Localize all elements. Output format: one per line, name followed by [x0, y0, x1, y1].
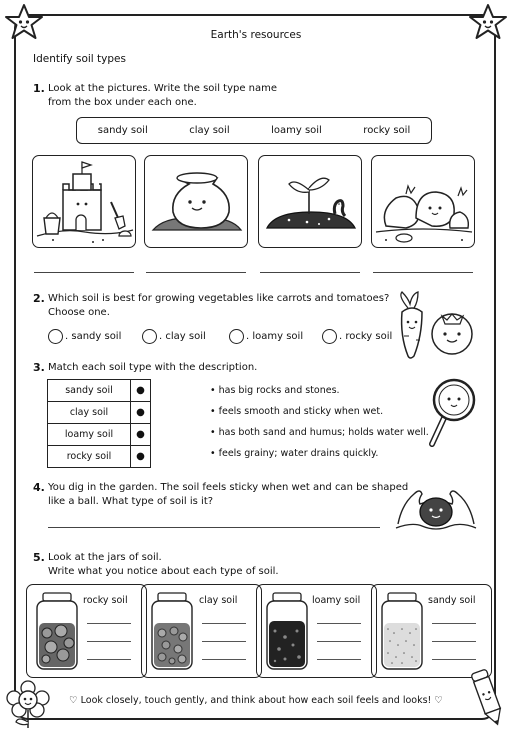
- section-subtitle: Identify soil types: [33, 53, 126, 65]
- loamy-soil-jar-icon: [263, 591, 311, 673]
- match-dot[interactable]: ●: [131, 424, 151, 446]
- question-5-text-line2: Write what you notice about each type of soil.: [48, 566, 279, 577]
- description-item[interactable]: • has both sand and humus; holds water well.: [210, 427, 429, 438]
- answer-line[interactable]: [432, 659, 476, 660]
- soil-cell: rocky soil: [48, 446, 131, 468]
- answer-line[interactable]: [48, 527, 380, 528]
- hands-clay-icon: [392, 474, 480, 536]
- jar-label: loamy soil: [312, 595, 361, 606]
- sprout-worm-picture: [258, 155, 362, 248]
- answer-line[interactable]: [146, 272, 246, 273]
- option-label: clay soil: [165, 331, 206, 342]
- jar-card-clay-soil: [141, 584, 262, 678]
- sandcastle-picture: [32, 155, 136, 248]
- answer-line[interactable]: [202, 659, 246, 660]
- question-4-number: 4.: [33, 481, 45, 494]
- option-clay-soil[interactable]: . clay soil: [142, 329, 206, 344]
- answer-line[interactable]: [317, 641, 361, 642]
- option-label: sandy soil: [71, 331, 122, 342]
- option-loamy-soil[interactable]: . loamy soil: [229, 329, 303, 344]
- clay-pot-picture: [144, 155, 248, 248]
- question-2-text-line2: Choose one.: [48, 307, 110, 318]
- answer-line[interactable]: [87, 641, 131, 642]
- option-label: loamy soil: [252, 331, 304, 342]
- word-box-item: rocky soil: [363, 125, 411, 136]
- table-row: [48, 380, 151, 402]
- answer-line[interactable]: [87, 659, 131, 660]
- jar-label: clay soil: [199, 595, 238, 606]
- jar-card-sandy-soil: [371, 584, 492, 678]
- page-title: Earth's resources: [210, 29, 302, 41]
- description-item[interactable]: • feels smooth and sticky when wet.: [210, 406, 384, 417]
- answer-line[interactable]: [373, 272, 473, 273]
- clay-soil-jar-icon: [148, 591, 196, 673]
- table-row: [48, 402, 151, 424]
- soil-cell: loamy soil: [48, 424, 131, 446]
- answer-line[interactable]: [87, 623, 131, 624]
- answer-line[interactable]: [202, 623, 246, 624]
- answer-line[interactable]: [260, 272, 360, 273]
- table-row: [48, 424, 151, 446]
- question-2-text-line1: Which soil is best for growing vegetables like carrots and tomatoes?: [48, 293, 390, 304]
- question-5-text-line1: Look at the jars of soil.: [48, 552, 162, 563]
- question-1-number: 1.: [33, 82, 45, 95]
- description-list: [210, 380, 429, 464]
- match-dot[interactable]: ●: [131, 380, 151, 402]
- heart-icon: ♡: [69, 695, 78, 706]
- jar-label: rocky soil: [83, 595, 128, 606]
- answer-line[interactable]: [432, 623, 476, 624]
- option-circle[interactable]: [229, 329, 244, 344]
- question-4-text-line1: You dig in the garden. The soil feels sticky when wet and can be shaped: [48, 482, 409, 493]
- question-4-text-line2: like a ball. What type of soil is it?: [48, 496, 214, 507]
- word-box-item: clay soil: [189, 125, 230, 136]
- magnifying-glass-icon: [426, 376, 478, 450]
- jar-card-rocky-soil: [26, 584, 147, 678]
- match-dot[interactable]: ●: [131, 402, 151, 424]
- word-box-item: loamy soil: [271, 125, 322, 136]
- soil-cell: sandy soil: [48, 380, 131, 402]
- heart-icon: ♡: [434, 695, 443, 706]
- match-table: [47, 379, 151, 468]
- soil-cell: clay soil: [48, 402, 131, 424]
- answer-line[interactable]: [34, 272, 134, 273]
- question-1-text-line2: from the box under each one.: [48, 97, 197, 108]
- option-circle[interactable]: [322, 329, 337, 344]
- footer-text: Look closely, touch gently, and think about how each soil feels and looks!: [80, 695, 432, 706]
- table-row: [48, 446, 151, 468]
- question-3-number: 3.: [33, 361, 45, 374]
- option-circle[interactable]: [142, 329, 157, 344]
- answer-line[interactable]: [202, 641, 246, 642]
- option-circle[interactable]: [48, 329, 63, 344]
- rocks-picture: [371, 155, 475, 248]
- description-item[interactable]: • has big rocks and stones.: [210, 385, 340, 396]
- word-box-item: sandy soil: [97, 125, 148, 136]
- question-2-number: 2.: [33, 292, 45, 305]
- sandy-soil-jar-icon: [378, 591, 426, 673]
- match-dot[interactable]: ●: [131, 446, 151, 468]
- option-label: rocky soil: [345, 331, 393, 342]
- jar-label: sandy soil: [428, 595, 476, 606]
- answer-line[interactable]: [432, 641, 476, 642]
- question-1-text-line1: Look at the pictures. Write the soil type name: [48, 83, 278, 94]
- description-item[interactable]: • feels grainy; water drains quickly.: [210, 448, 379, 459]
- answer-line[interactable]: [317, 623, 361, 624]
- question-5-number: 5.: [33, 551, 45, 564]
- option-sandy-soil[interactable]: . sandy soil: [48, 329, 121, 344]
- rocky-soil-jar-icon: [33, 591, 81, 673]
- jar-card-loamy-soil: [256, 584, 377, 678]
- question-3-text: Match each soil type with the description.: [48, 362, 258, 373]
- word-box: [76, 117, 432, 144]
- carrot-tomato-icon: [392, 290, 476, 360]
- footer-message: [0, 695, 512, 706]
- option-rocky-soil[interactable]: . rocky soil: [322, 329, 392, 344]
- answer-line[interactable]: [317, 659, 361, 660]
